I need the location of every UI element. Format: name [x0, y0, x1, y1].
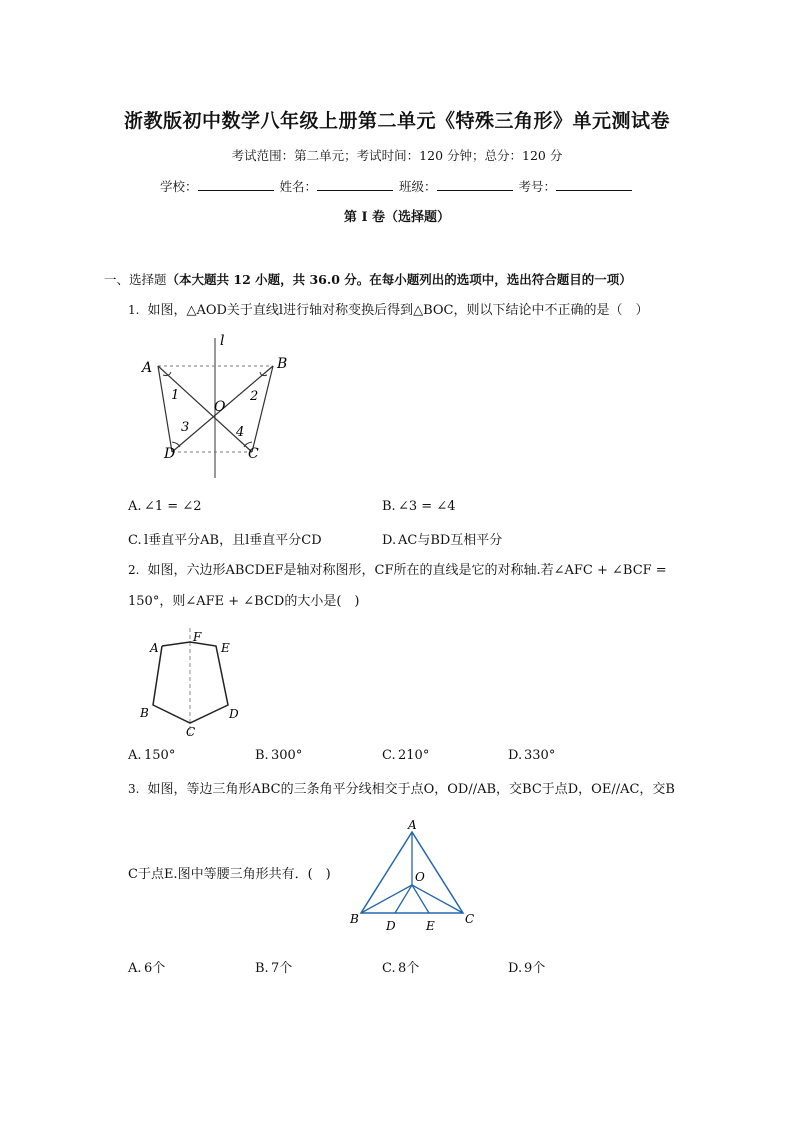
question-number: 1.	[128, 303, 140, 317]
section-desc: （本大题共 12 小题，共 36.0 分。在每小题列出的选项中，选出符合题目的一项）	[166, 272, 632, 287]
label-angle-3: 3	[181, 420, 190, 435]
option-a[interactable]: A. ∠1 = ∠2	[128, 499, 202, 514]
option-c[interactable]: C. l垂直平分AB，且l垂直平分CD	[128, 533, 322, 548]
question-number: 2.	[128, 563, 140, 577]
label-angle-2: 2	[250, 389, 259, 404]
option-a[interactable]: A. 6个	[128, 961, 166, 976]
label-angle-4: 4	[236, 425, 245, 440]
exam-title: 浙教版初中数学八年级上册第二单元《特殊三角形》单元测试卷	[123, 110, 670, 132]
school-label: 学校：	[159, 179, 198, 194]
exam-number-label: 考号：	[518, 179, 556, 194]
question-1	[128, 297, 648, 324]
label-D: D	[229, 707, 239, 721]
exam-meta: 考试范围：第二单元；考试时间：120 分钟；总分：120 分	[231, 148, 563, 163]
option-d[interactable]: D. 9个	[508, 961, 546, 976]
label-A: A	[142, 360, 153, 376]
question-stem: 如图，△AOD关于直线l进行轴对称变换后得到△BOC，则以下结论中不正确的是（ ）	[147, 303, 649, 318]
question-3	[128, 776, 675, 803]
figure-q2	[136, 625, 246, 740]
info-fields	[0, 177, 794, 195]
option-b[interactable]: B. ∠3 = ∠4	[382, 499, 456, 514]
label-D: D	[386, 919, 396, 933]
label-F: F	[193, 630, 202, 644]
label-E: E	[426, 919, 435, 933]
label-C: C	[248, 446, 259, 462]
label-B: B	[140, 706, 149, 720]
question-stem: 如图，六边形ABCDEF是轴对称图形，CF所在的直线是它的对称轴.若∠AFC + ∠BCF =	[147, 563, 667, 578]
exam-number-blank	[556, 177, 632, 191]
section-label: 一、选择题	[104, 272, 167, 287]
label-C: C	[186, 725, 196, 739]
label-O: O	[415, 870, 425, 884]
volume-heading: 第 I 卷（选择题）	[343, 210, 451, 225]
name-blank	[317, 177, 393, 191]
option-c[interactable]: C. 210°	[382, 748, 430, 763]
label-angle-1: 1	[171, 388, 180, 403]
label-l: l	[220, 333, 225, 349]
option-d[interactable]: D. AC与BD互相平分	[382, 533, 503, 548]
label-D: D	[164, 446, 176, 462]
question-stem: 如图，等边三角形ABC的三条角平分线相交于点O，OD//AB，交BC于点D，OE//AC，交B	[147, 782, 675, 797]
question-2-line2: 150°，则∠AFE + ∠BCD的大小是( )	[128, 594, 360, 609]
name-label: 姓名：	[279, 179, 317, 194]
school-blank	[198, 177, 274, 191]
option-b[interactable]: B. 7个	[255, 961, 293, 976]
label-E: E	[221, 641, 230, 655]
question-number: 3.	[128, 782, 140, 796]
question-2	[128, 557, 667, 584]
class-label: 班级：	[398, 179, 437, 194]
question-3-line2: C于点E.图中等腰三角形共有．( )	[128, 867, 331, 882]
option-a[interactable]: A. 150°	[128, 748, 176, 763]
option-c[interactable]: C. 8个	[382, 961, 420, 976]
label-O: O	[214, 399, 226, 415]
label-A: A	[150, 641, 159, 655]
class-blank	[437, 177, 513, 191]
label-A: A	[408, 818, 417, 832]
label-C: C	[465, 912, 475, 926]
figure-q1	[136, 332, 296, 482]
label-B: B	[277, 356, 288, 372]
label-B: B	[350, 912, 359, 926]
option-b[interactable]: B. 300°	[255, 748, 303, 763]
figure-q3	[345, 815, 480, 935]
option-d[interactable]: D. 330°	[508, 748, 556, 763]
section-heading	[104, 270, 632, 288]
